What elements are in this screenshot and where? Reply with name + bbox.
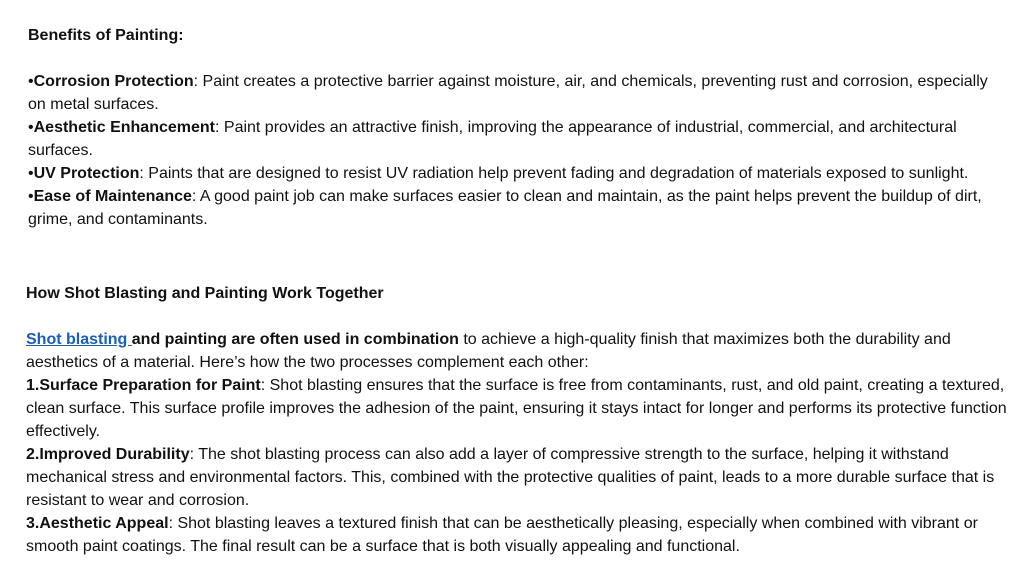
bullet: • bbox=[28, 73, 34, 90]
benefit-title: Ease of Maintenance bbox=[33, 188, 192, 205]
intro-text: to achieve a high-quality finish that maximizes both the durability and aesthetics of a material. Here’s how the two processes complement each other: bbox=[26, 331, 951, 371]
item-text: : Shot blasting ensures that the surface is free from contaminants, rust, and old paint, creating a textured, clean surface. This surface profile improves the adhesion of the paint, ensuring it stays intact for longer and performs its protective function effectively. bbox=[26, 377, 1007, 440]
benefit-title: UV Protection bbox=[33, 165, 140, 182]
item-number: 3. bbox=[26, 515, 40, 532]
together-item-surface-prep bbox=[26, 374, 1010, 443]
benefit-item-uv bbox=[28, 162, 1008, 185]
benefit-text: : Paint provides an attractive finish, improving the appearance of industrial, commercial, and architectural surfaces. bbox=[28, 119, 957, 159]
benefit-item-corrosion bbox=[28, 70, 1008, 116]
intro-bold-text: and painting are often used in combination bbox=[131, 331, 459, 348]
together-intro bbox=[26, 328, 1010, 374]
item-text: : Shot blasting leaves a textured finish that can be aesthetically pleasing, especially when combined with vibrant or smooth paint coatings. The final result can be a surface that is both visually appealing and functional. bbox=[26, 515, 978, 555]
spacer bbox=[28, 47, 1008, 70]
item-title: Improved Durability bbox=[39, 446, 190, 463]
item-number: 2. bbox=[26, 446, 40, 463]
benefit-text: : Paint creates a protective barrier against moisture, air, and chemicals, preventing rust and corrosion, especially on metal surfaces. bbox=[28, 73, 988, 113]
item-text: : The shot blasting process can also add a layer of compressive strength to the surface, helping it withstand mechanical stress and environmental factors. This, combined with the protective qualities of paint, leads to a more durable surface that is resistant to wear and corrosion. bbox=[26, 446, 995, 509]
benefits-heading: Benefits of Painting: bbox=[28, 27, 184, 44]
shot-blasting-link[interactable]: Shot blasting bbox=[26, 331, 132, 348]
bullet: • bbox=[28, 119, 34, 136]
together-section bbox=[26, 282, 1010, 558]
bullet: • bbox=[28, 188, 34, 205]
item-number: 1. bbox=[26, 377, 40, 394]
benefit-item-aesthetic bbox=[28, 116, 1008, 162]
benefits-section bbox=[28, 24, 1008, 231]
bullet: • bbox=[28, 165, 34, 182]
together-item-aesthetic bbox=[26, 512, 1010, 558]
benefit-title: Aesthetic Enhancement bbox=[33, 119, 215, 136]
item-title: Surface Preparation for Paint bbox=[39, 377, 261, 394]
benefit-title: Corrosion Protection bbox=[33, 73, 194, 90]
together-heading: How Shot Blasting and Painting Work Together bbox=[26, 285, 384, 302]
benefit-text: : Paints that are designed to resist UV radiation help prevent fading and degradation of materials exposed to sunlight. bbox=[139, 165, 969, 182]
spacer bbox=[26, 305, 1010, 328]
benefit-item-maintenance bbox=[28, 185, 1008, 231]
item-title: Aesthetic Appeal bbox=[39, 515, 169, 532]
benefit-text: : A good paint job can make surfaces easier to clean and maintain, as the paint helps prevent the buildup of dirt, grime, and contaminants. bbox=[28, 188, 982, 228]
together-item-durability bbox=[26, 443, 1010, 512]
